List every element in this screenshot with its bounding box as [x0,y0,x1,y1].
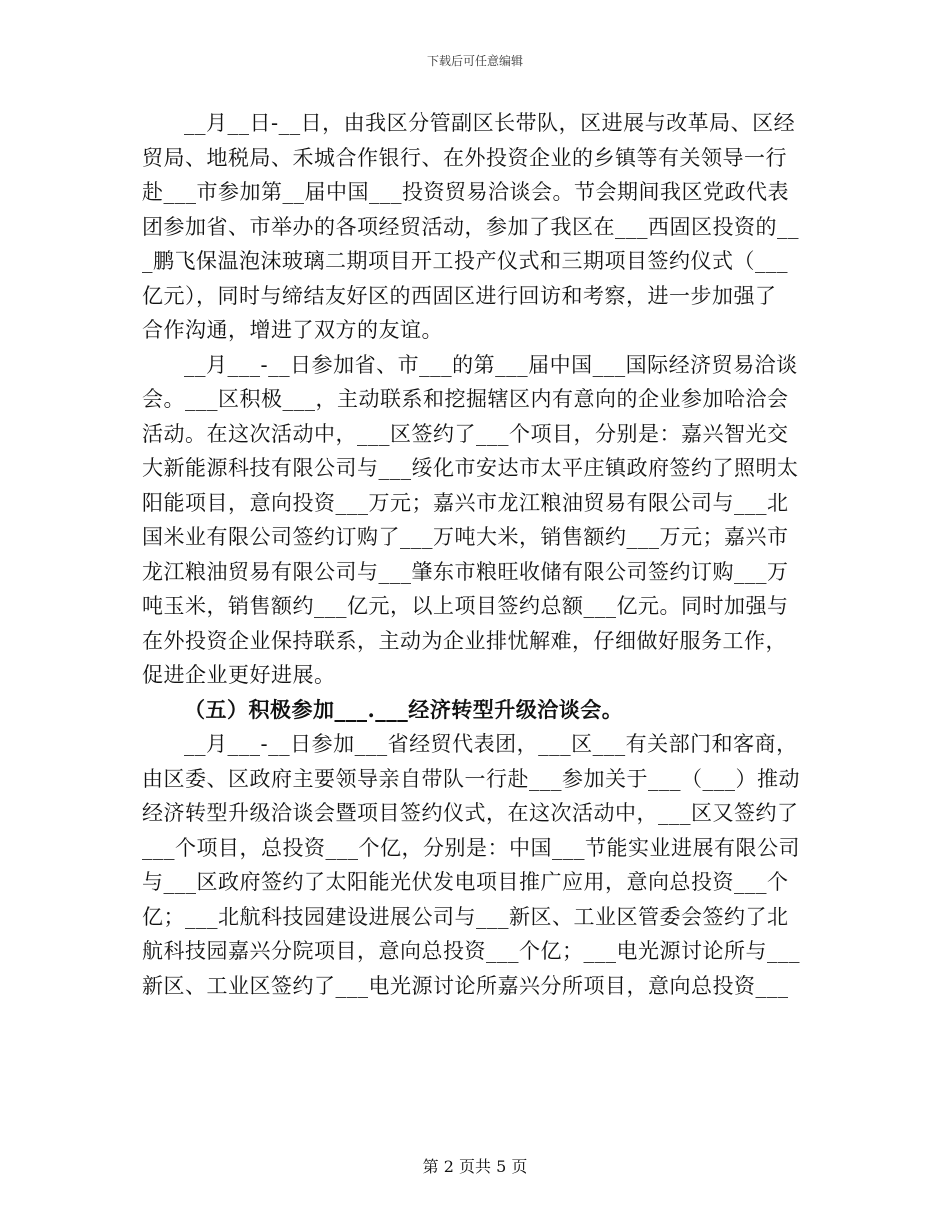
text-line: 新区、工业区签约了___电光源讨论所嘉兴分所项目，意向总投资___ [142,973,789,998]
paragraph [142,727,810,1003]
text-line: 由区委、区政府主要领导亲自带队一行赴___参加关于___（___）推动 [142,766,800,791]
text-line: 大新能源科技有限公司与___绥化市安达市太平庄镇政府签约了照明太 [142,456,799,480]
text-line: 在外投资企业保持联系，主动为企业排忧解难，仔细做好服务工作， [142,628,787,653]
text-line: 会。___区积极___，主动联系和挖掘辖区内有意向的企业参加哈洽会 [142,387,789,411]
text-line: 航科技园嘉兴分院项目，意向总投资___个亿；___电光源讨论所与___ [142,939,800,963]
paragraph [142,106,810,348]
text-line: 阳能项目，意向投资___万元；嘉兴市龙江粮油贸易有限公司与___北 [142,490,789,515]
text-line: 贸局、地税局、禾城合作银行、在外投资企业的乡镇等有关领导一行 [142,145,787,170]
text-line: ___个项目，总投资___个亿，分别是：中国___节能实业进展有限公司 [142,835,800,860]
document-body [142,106,810,1003]
page-header: 下载后可任意编辑 [426,54,523,68]
text-line: 国米业有限公司签约订购了___万吨大米，销售额约___万元；嘉兴市 [142,525,789,549]
text-line: __月__日-__日，由我区分管副区长带队，区进展与改革局、区经 [184,111,796,135]
text-line: 赴___市参加第__届中国___投资贸易洽谈会。节会期间我区党政代表 [142,180,789,204]
text-line: 与___区政府签约了太阳能光伏发电项目推广应用，意向总投资___个 [142,870,789,894]
paragraph [142,348,810,693]
text-line: 合作沟通，增进了双方的友谊。 [142,318,443,342]
text-line: 经济转型升级洽谈会暨项目签约仪式，在这次活动中，___区又签约了 [142,801,799,825]
text-line: __月___-__日参加省、市___的第___届中国___国际经济贸易洽谈 [184,352,798,377]
text-line: 团参加省、市举办的各项经贸活动，参加了我区在___西固区投资的__ [142,214,799,239]
text-line: 亿；___北航科技园建设进展公司与___新区、工业区管委会签约了北 [142,904,789,929]
text-line: _鹏飞保温泡沫玻璃二期项目开工投产仪式和三期项目签约仪式（___ [142,249,788,273]
text-line: __月___-__日参加___省经贸代表团，___区___有关部门和客商， [184,732,798,756]
text-line: 活动。在这次活动中，___区签约了___个项目，分别是：嘉兴智光交 [142,421,789,446]
text-line: 促进企业更好进展。 [142,663,336,687]
text-line: 龙江粮油贸易有限公司与___肇东市粮旺收储有限公司签约订购___万 [142,559,789,584]
section-heading [142,693,810,728]
text-line: 吨玉米，销售额约___亿元，以上项目签约总额___亿元。同时加强与 [142,594,789,618]
paragraph-container [142,106,810,1003]
page-number: 第 2 页共 5 页 [422,1157,528,1176]
text-line: （五）积极参加___.___经济转型升级洽谈会。 [184,696,624,722]
text-line: 亿元），同时与缔结友好区的西固区进行回访和考察，进一步加强了 [142,283,777,308]
